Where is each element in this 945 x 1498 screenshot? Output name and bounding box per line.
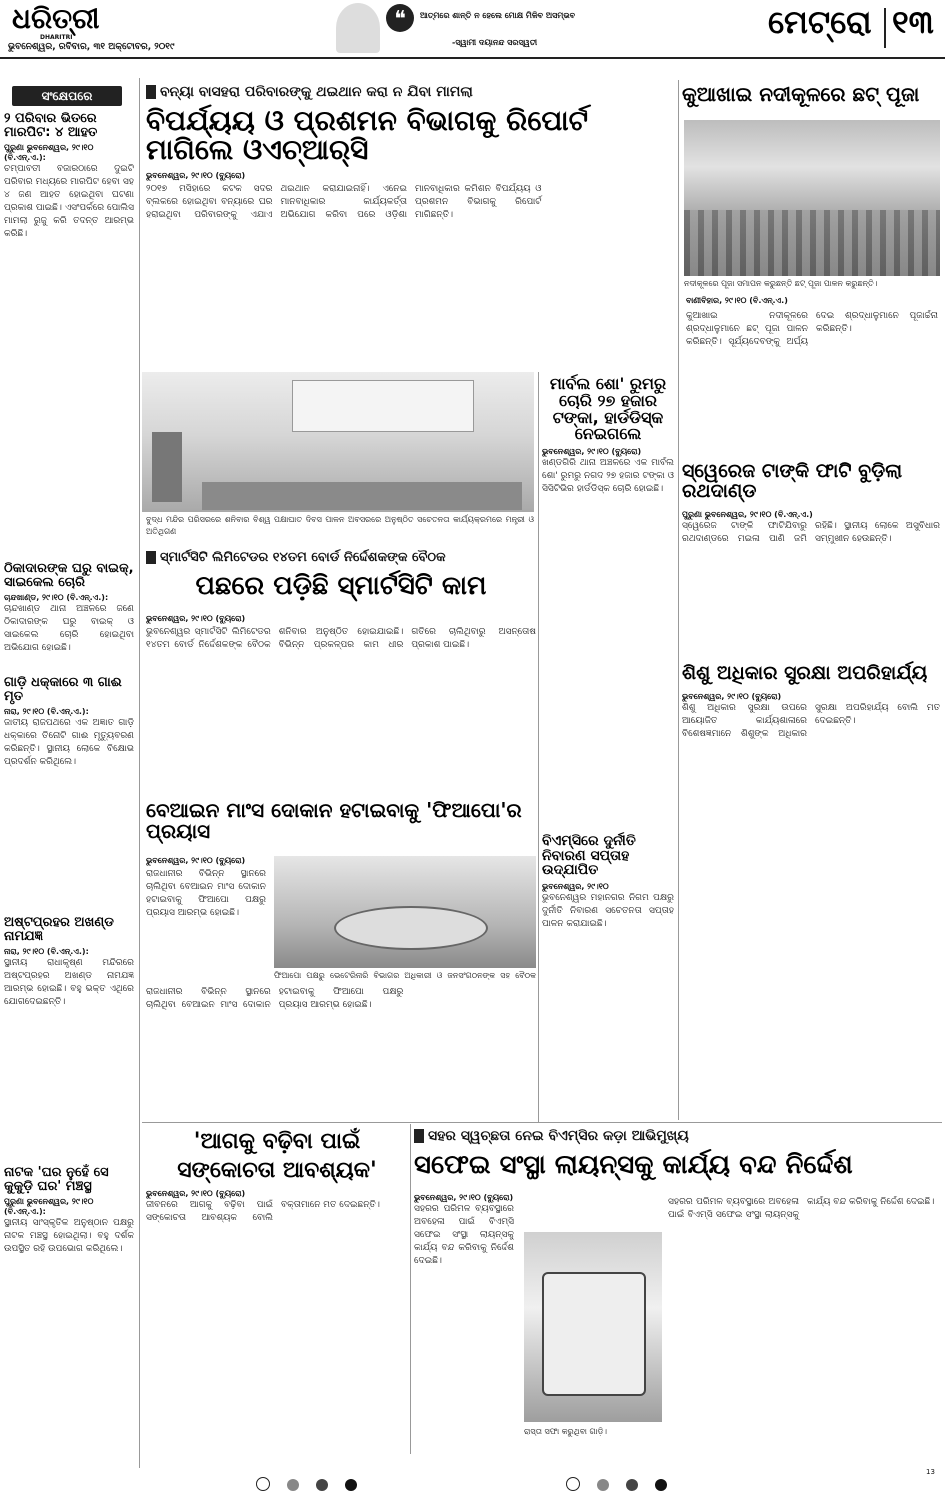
kicker-text: ବନ୍ୟା ବାସହରା ପରିବାରଙ୍କୁ ଥଇଥାନ କରା ନ ଯିବା ମାମଲା xyxy=(160,84,473,100)
banner xyxy=(292,380,474,432)
register-dot xyxy=(626,1479,638,1491)
article-body: ଭୁବନେଶ୍ୱର ସ୍ମାର୍ଟସିଟି ଲିମିଟେଡର ୧୪ତମ ବୋର୍ଡ ନିର୍ଦ୍ଦେଶକଙ୍କ ବୈଠକ ଶନିବାର ଅନୁଷ୍ଠିତ ହୋଇଯାଇଛି। ବିଭିନ୍ନ ପ୍ରକଳ୍ପର କାମ ଧୀର ଗତିରେ ଚାଲିଥିବାରୁ ଅସନ୍ତୋଷ ପ୍ରକାଶ ପାଇଛି। xyxy=(146,627,536,651)
sidebar-item-title: ଅଷ୍ଟପ୍ରହର ଅଖଣ୍ଡ ନାମଯଜ୍ଞ xyxy=(4,915,114,944)
article-body: ରାଜଧାନୀର ବିଭିନ୍ନ ସ୍ଥାନରେ ଚାଲିଥିବା ବେଆଇନ ମାଂସ ଦୋକାନ ହଟାଇବାକୁ ଫିଆପୋ ପକ୍ଷରୁ ପ୍ରୟାସ ଆରମ୍ଭ ହୋଇଛି। xyxy=(146,869,266,918)
headline: ପଛରେ ପଡ଼ିଛି ସ୍ମାର୍ଟସିଟି କାମ xyxy=(195,571,487,601)
podium xyxy=(152,432,182,502)
article-dateline: ଭୁବନେଶ୍ୱର, ୨୯।୧୦ (ବ୍ୟୁରୋ) xyxy=(146,170,246,180)
column-divider xyxy=(410,1124,411,1454)
photo-caption: ରାସ୍ତା ସଫା କରୁଥିବା ଗାଡ଼ି। xyxy=(524,1427,608,1436)
sidebar-item-body: ଚମ୍ପାବତୀ ବଜାରଠାରେ ଦୁଇଟି ପରିବାର ମଧ୍ୟରେ ମାରପିଟ ହେବା ସହ ୪ ଜଣ ଆହତ ହୋଇଥିବା ଘଟଣା ପ୍ରକାଶ ପାଇଛି। ଏସଂପର୍କରେ ପୋଲିସ ମାମଲା ରୁଜୁ କରି ତଦନ୍ତ ଆରମ୍ଭ କରିଛି। xyxy=(4,164,134,240)
sidebar-item-title: ନାଟକ 'ଘର ନୁହେଁ ସେ କୁକୁଡ଼ି ଘର' ମଞ୍ଚସ୍ଥ xyxy=(4,1165,109,1194)
register-dot xyxy=(287,1479,299,1491)
article-dateline: ବାଣୀବିହାର, ୨୯।୧୦ (ବି.ଏନ୍.ଏ.) xyxy=(686,296,788,305)
registration-marks xyxy=(250,1476,363,1495)
sidebar-item xyxy=(4,562,134,693)
photo-meeting xyxy=(274,856,536,968)
sidebar-item xyxy=(4,916,134,1177)
quote-text: ଆତ୍ମରେ ଶାନ୍ତି ନ ହେଲେ ମୋକ୍ଷ ମିଳିବ ଅସମ୍ଭବ xyxy=(420,11,576,20)
article-dateline: ଭୁବନେଶ୍ୱର, ୨୯।୧୦ (ବ୍ୟୁରୋ) xyxy=(146,614,246,624)
column-divider xyxy=(678,80,679,1120)
sidebar-item-dateline: ଚାନ୍ଦଖାଣ୍ଡ, ୨୯।୧୦ (ବି.ଏନ୍.ଏ.): xyxy=(4,593,109,603)
sidebar-item-body: ଚାନ୍ଦଖାଣ୍ଡ ଥାନା ଅଞ୍ଚଳରେ ଜଣେ ଠିକାଦାରଙ୍କ ଘରୁ ବାଇକ୍ ଓ ସାଇକେଲ ଚୋରି ହୋଇଥିବା ଅଭିଯୋଗ ହୋଇଛି। xyxy=(4,604,134,654)
kicker xyxy=(146,550,536,565)
page-footer xyxy=(0,1468,945,1498)
kicker xyxy=(146,84,676,100)
article-body: ଜୀବନରେ ଆଗକୁ ବଢ଼ିବା ପାଇଁ ସଙ୍କୋଚତା ଆବଶ୍ୟକ ବୋଲି ବକ୍ତାମାନେ ମତ ଦେଇଛନ୍ତି। xyxy=(146,1200,380,1224)
article-dateline: ଭୁବନେଶ୍ୱର, ୨୯।୧୦ (ବ୍ୟୁରୋ) xyxy=(542,447,642,457)
article-dateline: ଭୁବନେଶ୍ୱର, ୨୯।୧୦ xyxy=(542,882,609,892)
logo: ଧରିତ୍ରୀ xyxy=(12,2,100,35)
kicker-bar xyxy=(146,85,156,99)
photo-caption: ଫିଆପୋ ପକ୍ଷରୁ ଭେଟେରିନାରି ବିଭାଗର ଅଧିକାରୀ ଓ ଜନସଂଗଠନଙ୍କ ସହ ବୈଠକ xyxy=(274,971,536,980)
photo-event xyxy=(142,372,534,512)
article-smartcity xyxy=(146,550,536,756)
section-title: ମେଟ୍ରୋ xyxy=(768,3,872,41)
sidebar-item-dateline: ନାରା, ୨୯।୧୦ (ବି.ଏନ୍.ଏ.): xyxy=(4,947,89,957)
logo-sub: DHARITRI xyxy=(40,34,73,41)
kicker xyxy=(414,1128,940,1144)
sidebar-item-body: ଜାତୀୟ ରାଜପଥରେ ଏକ ଅଜ୍ଞାତ ଗାଡ଼ି ଧକ୍କାରେ ତିନୋଟି ଗାଈ ମୃତ୍ୟୁବରଣ କରିଛନ୍ତି। ସ୍ଥାନୀୟ ଲୋକେ ବିକ୍ଷୋଭ ପ୍ରଦର୍ଶନ କରିଥିଲେ। xyxy=(4,718,134,768)
sweeper-truck xyxy=(542,1272,646,1396)
headline: ମାର୍ବଲ ଶୋ' ରୁମରୁ ଚୋରି ୨୭ ହଜାର ଟଙ୍କା, ହାର୍ଡଡିସ୍କ ନେଇଗଲେ xyxy=(549,374,667,444)
kicker-text: ସ୍ମାର୍ଟସିଟି ଲିମିଟେଡର ୧୪ତମ ବୋର୍ଡ ନିର୍ଦ୍ଦେଶକଙ୍କ ବୈଠକ xyxy=(160,550,446,565)
dateline: ଭୁବନେଶ୍ୱର, ରବିବାର, ୩୧ ଅକ୍ଟୋବର, ୨୦୧୯ xyxy=(8,42,175,52)
article-disaster xyxy=(146,84,676,333)
article-tank xyxy=(682,462,940,680)
masthead xyxy=(0,0,945,56)
article-body: ସ୍ୱେରେଜ ଟାଙ୍କି ଫାଟିଯିବାରୁ ରଥଦାଣ୍ଡରେ ମଇଳା ପାଣି ଜମି ରହିଛି। ସ୍ଥାନୀୟ ଲୋକେ ଅସୁବିଧାର ସମ୍ମୁଖୀନ ହେଉଛନ୍ତି। xyxy=(682,520,940,544)
registration-marks xyxy=(560,1476,673,1495)
register-dot xyxy=(597,1479,609,1491)
headline: ସଫେଇ ସଂସ୍ଥା ଲାୟନ୍ସକୁ କାର୍ଯ୍ୟ ବନ୍ଦ ନିର୍ଦ୍ଦେଶ xyxy=(414,1150,853,1180)
article-child xyxy=(682,664,940,1122)
sidebar-item-title: ୨ ପରିବାର ଭିତରେ ମାରପିଟ: ୪ ଆହତ xyxy=(4,111,98,140)
sidebar-item-title: ଠିକାଦାରଙ୍କ ଘରୁ ବାଇକ୍, ସାଇକେଲ ଚୋରି xyxy=(4,561,134,590)
sidebar-item-dateline: ପୁରୁଣା ଭୁବନେଶ୍ୱର, ୨୯।୧୦ (ବି.ଏନ୍.ଏ.): xyxy=(4,1197,94,1217)
kicker-bar xyxy=(414,1129,424,1143)
article-dateline: ଭୁବନେଶ୍ୱର, ୨୯।୧୦ (ବ୍ୟୁରୋ) xyxy=(146,1189,246,1199)
crowd xyxy=(684,210,940,276)
page-mark: 13 xyxy=(926,1468,935,1476)
sidebar-item xyxy=(4,1166,134,1467)
article-dateline: ଭୁବନେଶ୍ୱର, ୨୯।୧୦ (ବ୍ୟୁରୋ) xyxy=(682,691,782,701)
photo-caption: ବୁଦ୍ଧ ମନ୍ଦିର ପରିସରରେ ଶନିବାର ବିଶ୍ୱ ପକ୍ଷାଘାତ ଦିବସ ପାଳନ ଅବସରରେ ଅନୁଷ୍ଠିତ ସଚେତନତା କାର୍ଯ୍ୟକ୍ରମରେ ମନ୍ତ୍ରୀ ଓ ଅତିଥିଗଣ xyxy=(146,515,534,536)
sidebar-item-title: ଗାଡ଼ି ଧକ୍କାରେ ୩ ଗାଈ ମୃତ xyxy=(4,675,122,704)
section-divider xyxy=(142,1122,942,1123)
article-body: ଖଣ୍ଡଗିରି ଥାନା ଅଞ୍ଚଳରେ ଏକ ମାର୍ବଲ ଶୋ' ରୁମରୁ ନଗଦ ୨୭ ହଜାର ଟଙ୍କା ଓ ସିସିଟିଭିର ହାର୍ଡଡିସ୍କ ଚୋରି ହୋଇଛି। xyxy=(542,458,674,495)
sidebar-divider xyxy=(139,78,140,1468)
article-body: ସହରର ପରିମଳ ବ୍ୟବସ୍ଥାରେ ଅବହେଳା ପାଇଁ ବିଏମ୍‌ସି ସଫେଇ ସଂସ୍ଥା ଲାୟନ୍ସକୁ କାର୍ଯ୍ୟ ବନ୍ଦ କରିବାକୁ ନିର୍ଦ୍ଦେଶ ଦେଇଛି। xyxy=(414,1204,514,1267)
photo-sweeper xyxy=(524,1232,662,1422)
photo-caption: ନଦୀକୂଳରେ ପୂଜା ସମାପନ କରୁଛନ୍ତି ଛଟ୍ ପୂଜା ପାଳନ କରୁଛନ୍ତି। xyxy=(684,279,878,288)
article-body: କୁଆଖାଇ ନଦୀକୂଳରେ ଶ୍ରଦ୍ଧାଳୁମାନେ ଛଟ୍ ପୂଜା ପାଳନ କରିଛନ୍ତି। ସୂର୍ଯ୍ୟଦେବଙ୍କୁ ଅର୍ଘ୍ୟ ଦେଇ ଶ୍ରଦ୍ଧାଳୁମାନେ ପୂଜାର୍ଚ୍ଚନା କରିଛନ୍ତି। xyxy=(686,311,938,347)
article-bms xyxy=(542,834,674,1132)
page-number: ୧୩ xyxy=(892,3,934,41)
article-body: ଭୁବନେଶ୍ୱର ମହାନଗର ନିଗମ ପକ୍ଷରୁ ଦୁର୍ନୀତି ନିବାରଣ ସଚେତନତା ସପ୍ତାହ ପାଳନ କରାଯାଇଛି। xyxy=(542,893,674,930)
article-marble xyxy=(542,376,674,847)
register-dot xyxy=(345,1479,357,1491)
sidebar-item xyxy=(4,112,134,583)
article-body: ଶିଶୁ ଅଧିକାର ସୁରକ୍ଷା ଉପରେ ଆୟୋଜିତ କାର୍ଯ୍ୟଶାଳାରେ ବିଶେଷଜ୍ଞମାନେ ଶିଶୁଙ୍କ ଅଧିକାର ସୁରକ୍ଷା ଅପରିହାର୍ଯ୍ୟ ବୋଲି ମତ ଦେଇଛନ୍ତି। xyxy=(682,702,940,739)
headline: ବିଏମ୍‌ସିରେ ଦୁର୍ନୀତି ନିବାରଣ ସପ୍ତାହ ଉଦ୍‌ଯାପିତ xyxy=(542,833,636,879)
masthead-rule xyxy=(0,57,945,59)
register-dot xyxy=(655,1479,667,1491)
quote-mark-icon: ❝ xyxy=(386,4,414,32)
article-dateline: ପୁରୁଣା ଭୁବନେଶ୍ୱର, ୨୯।୧୦ (ବି.ଏନ୍.ଏ.) xyxy=(682,509,813,519)
sidebar-item-dateline: ପୁରୁଣା ଭୁବନେଶ୍ୱର, ୨୯।୧୦ (ବି.ଏନ୍.ଏ.): xyxy=(4,143,94,163)
headline: ବେଆଇନ ମାଂସ ଦୋକାନ ହଟାଇବାକୁ 'ଫିଆପୋ'ର ପ୍ରୟାସ xyxy=(146,798,522,843)
sidebar-item-body: ସ୍ଥାନୀୟ ସାଂସ୍କୃତିକ ଅନୁଷ୍ଠାନ ପକ୍ଷରୁ ନାଟକ ମଞ୍ଚସ୍ଥ ହୋଇଥିଲା। ବହୁ ଦର୍ଶକ ଉପସ୍ଥିତ ରହି ଉପଭୋଗ କରିଥିଲେ। xyxy=(4,1218,134,1255)
column-divider xyxy=(538,372,539,1122)
sidebar-item-dateline: ନାରା, ୨୯।୧୦ (ବି.ଏନ୍.ଏ.): xyxy=(4,707,89,717)
article-dateline: ଭୁବନେଶ୍ୱର, ୨୯।୧୦ (ବ୍ୟୁରୋ) xyxy=(146,856,246,865)
sidebar-header: ସଂକ୍ଷେପରେ xyxy=(12,86,122,106)
headline: 'ଆଗକୁ ବଢ଼ିବା ପାଇଁ ସଙ୍କୋଚତା ଆବଶ୍ୟକ' xyxy=(177,1129,377,1183)
article-chhath xyxy=(682,84,940,105)
article-body: ସହରର ପରିମଳ ବ୍ୟବସ୍ଥାରେ ଅବହେଳା ପାଇଁ ବିଏମ୍‌ସି ସଫେଇ ସଂସ୍ଥା ଲାୟନ୍ସକୁ କାର୍ଯ୍ୟ ବନ୍ଦ କରିବାକୁ ନିର୍ଦ୍ଦେଶ ଦେଇଛି। xyxy=(668,1197,935,1220)
audience-table xyxy=(202,482,522,510)
headline: ଶିଶୁ ଅଧିକାର ସୁରକ୍ଷା ଅପରିହାର୍ଯ୍ୟ xyxy=(682,662,928,684)
article-humility xyxy=(146,1128,408,1439)
headline: ବିପର୍ଯ୍ୟୟ ଓ ପ୍ରଶମନ ବିଭାଗକୁ ରିପୋର୍ଟ ମାଗିଲେ ଓଏଚ୍ଆର୍‌ସି xyxy=(146,104,589,167)
article-body: ରାଜଧାନୀର ବିଭିନ୍ନ ସ୍ଥାନରେ ଚାଲିଥିବା ବେଆଇନ ମାଂସ ଦୋକାନ ହଟାଇବାକୁ ଫିଆପୋ ପକ୍ଷରୁ ପ୍ରୟାସ ଆରମ୍ଭ ହୋଇଛି। xyxy=(146,987,404,1010)
headline: କୁଆଖାଇ ନଦୀକୂଳରେ ଛଟ୍ ପୂଜା xyxy=(682,82,920,106)
register-dot xyxy=(256,1477,270,1491)
sidebar-item xyxy=(4,676,134,907)
portrait xyxy=(336,3,380,53)
register-dot xyxy=(316,1479,328,1491)
article-dateline: ଭୁବନେଶ୍ୱର, ୨୯।୧୦ (ବ୍ୟୁରୋ) xyxy=(414,1193,514,1203)
register-dot xyxy=(566,1477,580,1491)
meeting-table xyxy=(334,906,488,950)
kicker-bar xyxy=(146,551,156,564)
quote-author: -ସ୍ୱାମୀ ଦୟାନନ୍ଦ ସରସ୍ୱତୀ xyxy=(452,38,538,47)
headline: ସ୍ୱେରେଜ ଟାଙ୍କି ଫାଟି ବୁଡ଼ିଲା ରଥଦାଣ୍ଡ xyxy=(682,460,903,502)
sidebar-item-body: ସ୍ଥାନୀୟ ରାଧାକୃଷ୍ଣ ମନ୍ଦିରରେ ଅଷ୍ଟପ୍ରହର ଅଖଣ୍ଡ ନାମଯଜ୍ଞ ଆରମ୍ଭ ହୋଇଛି। ବହୁ ଭକ୍ତ ଏଥିରେ ଯୋଗଦେଇଛନ୍ତି। xyxy=(4,958,134,1008)
kicker-text: ସହର ସ୍ୱଚ୍ଛତା ନେଇ ବିଏମ୍‌ସିର କଡ଼ା ଆଭିମୁଖ୍ୟ xyxy=(428,1128,689,1144)
photo-chhath xyxy=(684,120,940,276)
article-body: ୨୦୧୭ ମସିହାରେ କଟକ ସଦର ବ୍ଲକରେ ହୋଇଥିବା ବନ୍ୟାରେ ଘର ହରାଇଥିବା ପରିବାରଙ୍କୁ ଏଯାଏ ଥଇଥାନ କରାଯାଇନାହିଁ। ଏନେଇ ମାନବାଧିକାର କାର୍ଯ୍ୟକର୍ତ୍ତା ଅଭିଯୋଗ କରିବା ପରେ ଓଡ଼ିଶା ମାନବାଧିକାର କମିଶନ ବିପର୍ଯ୍ୟୟ ଓ ପ୍ରଶମନ ବିଭାଗକୁ ରିପୋର୍ଟ ମାଗିଛନ୍ତି। xyxy=(146,183,542,220)
section-divider xyxy=(884,8,886,48)
